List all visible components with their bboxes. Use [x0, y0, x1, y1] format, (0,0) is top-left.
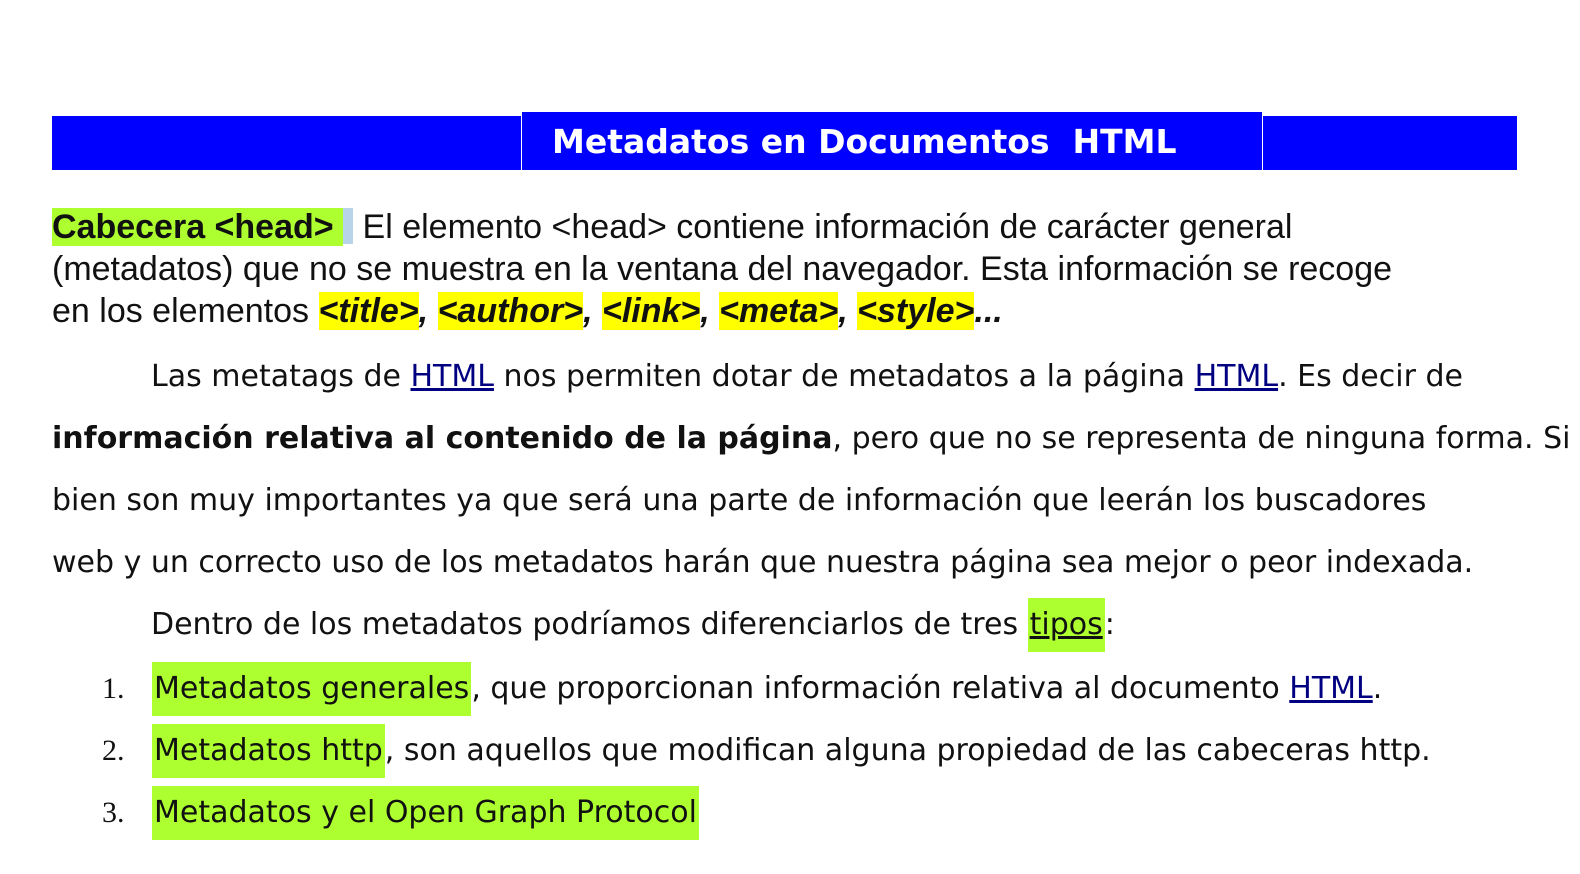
cursor-marker: [343, 208, 353, 244]
tag-title: <title>: [318, 292, 419, 330]
bold-phrase: información relativa al contenido de la página: [52, 421, 833, 456]
html-link-3[interactable]: HTML: [1289, 671, 1373, 706]
list-item-highlight: Metadatos http: [152, 724, 385, 778]
metatags-paragraph: Las metatags de HTML nos permiten dotar de metadatos a la página HTML. Es decir de información relativa al contenido de la página, pero que no se representa de ninguna forma. Si bien son muy importantes ya que será una parte de información que leerán los buscadores web y un correcto uso de los metadatos harán que nuestra página sea mejor o peor indexada. Dentro de los metadatos podríamos diferenciarlos de tres tipos:: [52, 346, 1522, 656]
list-item: 2. Metadatos http, son aquellos que modifican alguna propiedad de las cabeceras http.: [52, 720, 1522, 782]
head-label: Cabecera <head>: [52, 208, 343, 246]
html-link-2[interactable]: HTML: [1194, 359, 1279, 394]
tag-author: <author>: [437, 292, 584, 330]
tipos-link[interactable]: tipos: [1029, 607, 1103, 642]
tag-meta: <meta>: [719, 292, 839, 330]
intro-paragraph: Cabecera <head> El elemento <head> contiene información de carácter general (metadatos) que no se muestra en la ventana del navegador. Esta información se recoge en los elementos <title>, <author>, <link>, <meta>, <style>...: [52, 208, 1393, 330]
tag-style: <style>: [857, 292, 975, 330]
metadata-types-list: [52, 658, 1522, 844]
tag-link: <link>: [601, 292, 701, 330]
html-link-1[interactable]: HTML: [410, 359, 494, 394]
list-item-highlight: Metadatos generales: [152, 662, 471, 716]
list-item: 1. Metadatos generales, que proporcionan información relativa al documento HTML.: [52, 658, 1522, 720]
page-title: Metadatos en Documentos HTML: [521, 112, 1263, 170]
list-item-highlight: Metadatos y el Open Graph Protocol: [152, 786, 699, 840]
list-item: 3. Metadatos y el Open Graph Protocol: [52, 782, 1522, 844]
types-intro: Dentro de los metadatos podríamos diferenciarlos de tres tipos:: [52, 594, 1522, 656]
